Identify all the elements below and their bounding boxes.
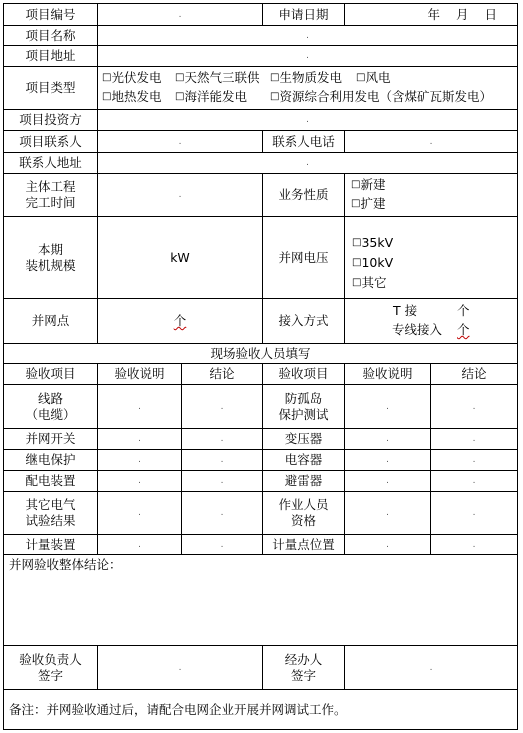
checkbox-icon: □ [351,198,361,209]
type-wind-option[interactable]: □ 风电 [356,70,391,85]
project-no-label: 项目编号 [25,6,76,22]
t-access-label: T 接 [393,303,418,318]
table-cell-input[interactable]: . [386,434,389,444]
type-ocean-option[interactable]: □ 海洋能发电 [175,89,247,104]
voltage-label: 并网电压 [278,249,329,265]
checkbox-icon: □ [102,91,112,102]
checkbox-icon: □ [175,72,185,83]
table-row-item: 配电装置 [25,473,76,488]
handler-signature-field[interactable]: . [429,662,433,673]
biz-expand-option[interactable]: □ 扩建 [351,196,386,211]
header-desc-left: 验收说明 [114,366,165,381]
table-cell-input[interactable]: . [386,539,389,550]
table-cell-input[interactable]: . [472,539,476,550]
checkbox-icon: □ [352,257,362,268]
checkbox-icon: □ [175,91,185,102]
apply-date-field[interactable]: 年 月 日 [427,6,497,22]
border-right [517,3,518,730]
table-cell-input[interactable]: . [138,539,141,550]
voltage-other-option[interactable]: □ 其它 [352,275,387,290]
type-geo-option[interactable]: □ 地热发电 [102,89,162,104]
project-type-label: 项目类型 [25,80,76,95]
rule [344,173,345,343]
table-cell-input[interactable]: . [472,401,476,412]
project-name-label: 项目名称 [25,27,76,43]
type-pv-option[interactable]: □ 光伏发电 [102,70,162,85]
table-cell-input[interactable]: . [386,455,389,465]
project-address-label: 项目地址 [25,48,76,63]
inspector-signature-field[interactable]: . [178,662,182,673]
table-cell-input[interactable]: . [138,455,141,465]
table-cell-input[interactable]: . [472,476,476,486]
completion-label: 主体工程 完工时间 [25,179,76,210]
investor-field[interactable]: . [306,115,309,125]
table-row-item: 防孤岛 保护测试 [278,390,329,422]
biz-nature-label: 业务性质 [278,187,329,202]
table-cell-input[interactable]: . [220,434,224,444]
table-row-item: 变压器 [284,431,323,446]
table-row-item: 计量装置 [25,536,76,552]
voltage-35kv-option[interactable]: □ 35kV [352,235,394,250]
table-cell-input[interactable]: . [472,455,476,465]
capacity-field[interactable]: kW [170,249,190,265]
dedicated-access-label: 专线接入 [392,322,443,337]
checkbox-icon: □ [356,72,366,83]
checkbox-icon: □ [351,179,361,190]
table-row-item: 计量点位置 [272,536,335,552]
capacity-label: 本期 装机规模 [25,241,76,273]
table-cell-input[interactable]: . [220,539,224,550]
project-no-field[interactable]: . [178,9,182,20]
table-row-item: 作业人员 资格 [278,497,329,528]
header-conclusion-left: 结论 [209,366,235,381]
table-cell-input[interactable]: . [138,434,141,444]
contact-phone-label: 联系人电话 [272,133,335,149]
table-row-item: 其它电气 试验结果 [25,497,76,528]
table-cell-input[interactable]: . [386,401,389,412]
investor-label: 项目投资方 [19,112,82,127]
grid-point-field[interactable]: 个 [173,313,187,328]
header-item-left: 验收项目 [25,366,76,381]
table-cell-input[interactable]: . [220,476,224,486]
type-bio-option[interactable]: □ 生物质发电 [270,70,342,85]
type-resource-option[interactable]: □ 资源综合利用发电（含煤矿瓦斯发电） [270,89,492,104]
border-bottom [3,729,518,730]
checkbox-icon: □ [270,72,280,83]
table-row-item: 避雷器 [284,473,323,488]
header-conclusion-right: 结论 [461,366,487,381]
project-address-field[interactable]: . [306,51,309,61]
type-gas-option[interactable]: □ 天然气三联供 [175,70,260,85]
checkbox-icon: □ [352,237,362,248]
overall-conclusion-label: 并网验收整体结论： [9,557,122,572]
handler-signature-label: 经办人 签字 [284,651,323,683]
table-row-item: 电容器 [284,452,323,467]
contact-field[interactable]: . [178,136,182,147]
table-cell-input[interactable]: . [220,508,224,518]
inspector-signature-label: 验收负责人 签字 [19,651,82,683]
table-row-item: 并网开关 [25,431,76,446]
footer-note: 备注：并网验收通过后，请配合电网企业开展并网调试工作。 [9,701,347,717]
access-mode-label: 接入方式 [278,313,329,328]
dedicated-access-count[interactable]: 个 [457,322,470,337]
table-cell-input[interactable]: . [386,508,389,518]
grid-point-label: 并网点 [31,313,70,328]
biz-new-option[interactable]: □ 新建 [351,177,386,192]
checkbox-icon: □ [270,91,280,102]
checkbox-icon: □ [352,277,362,288]
contact-phone-field[interactable]: . [429,136,433,147]
table-cell-input[interactable]: . [472,508,476,518]
header-item-right: 验收项目 [278,366,329,381]
checkbox-icon: □ [102,72,112,83]
table-row-item: 线路 （电缆） [25,390,76,422]
section-title: 现场验收人员填写 [210,345,311,361]
apply-date-label: 申请日期 [278,6,329,22]
rule [3,554,518,555]
table-cell-input[interactable]: . [220,455,224,465]
table-row-item: 继电保护 [25,452,76,467]
table-cell-input[interactable]: . [138,476,141,486]
table-cell-input[interactable]: . [472,434,476,444]
table-cell-input[interactable]: . [138,401,141,412]
header-desc-right: 验收说明 [362,366,413,381]
voltage-10kv-option[interactable]: □ 10kV [352,255,394,270]
table-cell-input[interactable]: . [138,508,141,518]
t-access-count[interactable]: 个 [457,303,470,318]
completion-field[interactable]: . [178,190,182,200]
contact-address-field[interactable]: . [306,158,309,168]
table-cell-input[interactable]: . [386,476,389,486]
overall-conclusion-field[interactable] [4,575,517,645]
table-cell-input[interactable]: . [220,401,224,412]
contact-address-label: 联系人地址 [19,155,82,170]
contact-label: 项目联系人 [19,133,82,149]
project-name-field[interactable]: . [306,30,309,41]
